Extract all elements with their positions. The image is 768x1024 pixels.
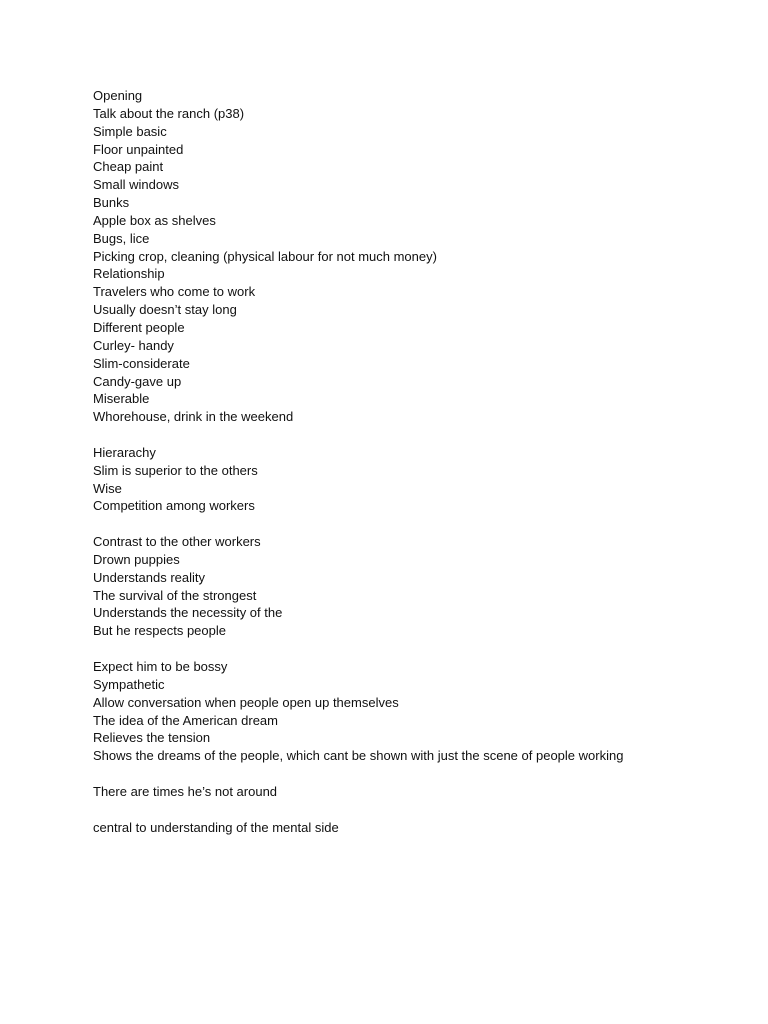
notes-line: Slim-considerate: [93, 355, 190, 371]
notes-line: Floor unpainted: [93, 141, 184, 157]
notes-line: Wise: [93, 480, 122, 496]
notes-line: Bunks: [93, 195, 130, 211]
notes-line: Hierarachy: [93, 444, 156, 460]
notes-line: Cheap paint: [93, 159, 164, 175]
notes-line: Shows the dreams of the people, which cant be shown with just the scene of people working: [93, 748, 624, 764]
notes-line: Expect him to be bossy: [93, 659, 228, 674]
notes-line: Sympathetic: [93, 676, 165, 692]
notes-line: Competition among workers: [93, 498, 255, 514]
notes-line: Simple basic: [93, 123, 167, 139]
notes-line: Relieves the tension: [93, 730, 211, 746]
notes-line: Curley- handy: [93, 337, 174, 353]
notes-body: [93, 87, 733, 836]
notes-line: Picking crop, cleaning (physical labour for not much money): [93, 248, 437, 264]
notes-line: Drown puppies: [93, 551, 180, 567]
notes-line: The survival of the strongest: [93, 587, 257, 603]
notes-line: Relationship: [93, 266, 165, 282]
notes-line: Apple box as shelves: [93, 212, 216, 228]
notes-paragraph: [93, 444, 733, 515]
notes-line: Miserable: [93, 391, 150, 407]
notes-line: The idea of the American dream: [93, 712, 278, 728]
notes-line: Bugs, lice: [93, 230, 150, 246]
notes-paragraph: [93, 533, 733, 640]
notes-paragraph: [93, 87, 733, 426]
notes-line: Small windows: [93, 177, 179, 193]
notes-line: Allow conversation when people open up themselves: [93, 694, 399, 710]
notes-line: central to understanding of the mental side: [93, 819, 339, 835]
notes-line: But he respects people: [93, 623, 226, 639]
notes-line: Talk about the ranch (p38): [93, 105, 245, 121]
notes-paragraph: [93, 783, 733, 801]
notes-line: Opening: [93, 88, 143, 103]
notes-line: Contrast to the other workers: [93, 534, 261, 550]
notes-line: Slim is superior to the others: [93, 462, 258, 478]
notes-line: Different people: [93, 319, 185, 335]
notes-paragraph: [93, 658, 733, 765]
notes-line: There are times he’s not around: [93, 783, 278, 799]
notes-paragraph: [93, 819, 733, 837]
notes-line: Travelers who come to work: [93, 284, 256, 300]
notes-line: Understands the necessity of the: [93, 605, 283, 621]
notes-line: Usually doesn’t stay long: [93, 302, 237, 318]
notes-line: Understands reality: [93, 569, 205, 585]
notes-line: Candy-gave up: [93, 373, 182, 389]
notes-line: Whorehouse, drink in the weekend: [93, 409, 294, 425]
